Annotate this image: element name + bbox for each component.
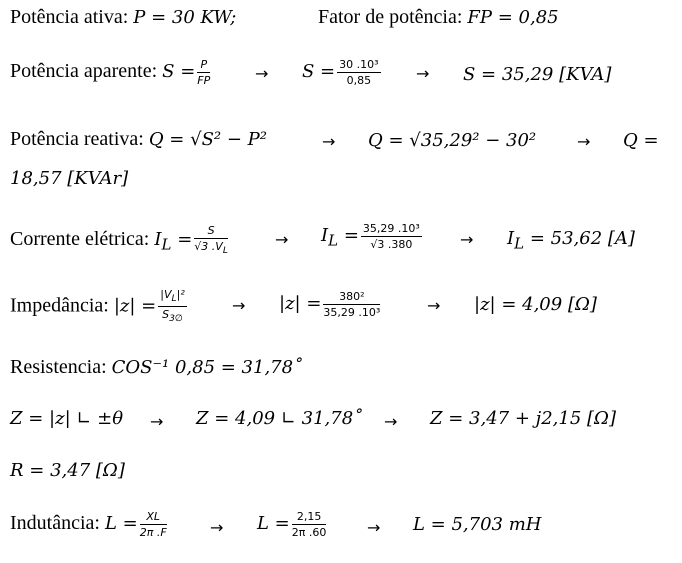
arrow-icon: → [367, 518, 381, 537]
formula-z-polar: Z = |z| ∟ ±θ [10, 408, 124, 429]
arrow-icon: → [427, 296, 441, 315]
arrow-icon: → [232, 296, 246, 315]
fraction-denominator: 2π .60 [291, 526, 327, 539]
arrow-icon: → [150, 412, 164, 431]
fraction-numerator: P [197, 58, 210, 73]
step-z-polar-numeric: Z = 4,09 ∟ 31,78˚ [196, 408, 363, 429]
fraction-denominator: $S_{3\emptyset}$ [162, 308, 183, 325]
label-apparent-power: Potência aparente: [10, 60, 163, 83]
fraction-current-values [361, 222, 422, 251]
formula-impedance-z2: |z| = [279, 293, 322, 315]
formula-apparent-s2: S = [302, 61, 336, 83]
label-resistance: Resistencia: [10, 356, 112, 378]
step-current-numeric [321, 222, 424, 251]
arrow-icon: → [384, 412, 398, 431]
fraction-impedance-values [323, 290, 380, 319]
label-active-power: Potência ativa: [10, 6, 134, 28]
formula-current-i: $I_L$ = [154, 229, 193, 254]
line-inductance [10, 510, 169, 539]
result-reactive-power: 18,57 [KVAr] [10, 168, 129, 189]
formula-inductance-l2: L = [257, 513, 290, 535]
fraction-apparent-values [337, 58, 380, 87]
fraction-numerator: 2,15 [292, 510, 327, 525]
line-reactive-power [10, 128, 267, 151]
fraction-numerator: 35,29 .10³ [362, 222, 420, 235]
fraction-numerator: S [194, 224, 228, 239]
result-apparent-power: S = 35,29 [KVA] [463, 64, 612, 85]
result-z-rectangular: Z = 3,47 + j2,15 [Ω] [430, 408, 616, 429]
fraction-denominator: 2π .F [139, 526, 167, 539]
fraction-numerator: 380² [323, 290, 380, 305]
arrow-icon: → [577, 132, 591, 151]
arrow-icon: → [416, 64, 430, 83]
formula-arccos: COS⁻¹ 0,85 = 31,78˚ [111, 357, 303, 378]
fraction-numerator: $|V_L|^2$ [158, 288, 186, 307]
arrow-icon: → [275, 230, 289, 249]
result-resistance: R = 3,47 [Ω] [10, 460, 125, 481]
result-inductance: L = 5,703 mH [413, 514, 542, 535]
formula-current-i2: $I_L$ = [321, 225, 359, 250]
fraction-s-over-sqrt3-vl [194, 224, 228, 257]
arrow-icon: → [210, 518, 224, 537]
label-reactive-power: Potência reativa: [10, 128, 149, 150]
fraction-numerator: XL [140, 510, 167, 525]
fraction-denominator: √3 .380 [370, 238, 413, 251]
line-resistance-angle [10, 356, 302, 379]
step-reactive-numeric: Q = √35,29² − 30² [368, 130, 537, 151]
formula-impedance-z: |z| = [113, 295, 157, 317]
step-impedance-numeric [279, 290, 382, 319]
label-impedance: Impedância: [10, 294, 114, 317]
step-inductance-numeric [257, 510, 328, 539]
fraction-denominator: 35,29 .10³ [323, 306, 381, 319]
formula-power-factor: FP = 0,85 [467, 7, 559, 28]
fraction-inductance-values [292, 510, 327, 539]
result-current: $I_L = 53,62$ [A] [507, 228, 635, 253]
fraction-vl2-over-s3phi [158, 288, 186, 325]
result-impedance: |z| = 4,09 [Ω] [474, 294, 597, 315]
formula-reactive-q: Q = √S² − P² [148, 129, 267, 150]
arrow-icon: → [255, 64, 269, 83]
line-apparent-power [10, 58, 212, 87]
result-reactive-q: Q = [623, 130, 659, 151]
label-power-factor: Fator de potência: [318, 6, 468, 28]
arrow-icon: → [460, 230, 474, 249]
fraction-p-over-fp [197, 58, 210, 87]
fraction-denominator: 0,85 [346, 74, 372, 87]
fraction-denominator: √3 $.V_L$ [194, 240, 228, 257]
label-inductance: Indutância: [10, 512, 105, 535]
line-current [10, 224, 230, 257]
line-power-factor [318, 6, 559, 29]
fraction-denominator: FP [197, 74, 211, 87]
fraction-xl-over-2pif [140, 510, 167, 539]
formula-apparent-s: S = [162, 61, 196, 83]
step-apparent-numeric [302, 58, 383, 87]
arrow-icon: → [322, 132, 336, 151]
formula-inductance-l: L = [104, 513, 138, 535]
formula-active-power: P = 30 KW; [133, 7, 237, 28]
line-active-power [10, 6, 236, 29]
fraction-numerator: 30 .10³ [339, 58, 379, 71]
line-impedance [10, 288, 189, 325]
label-current: Corrente elétrica: [10, 228, 155, 251]
